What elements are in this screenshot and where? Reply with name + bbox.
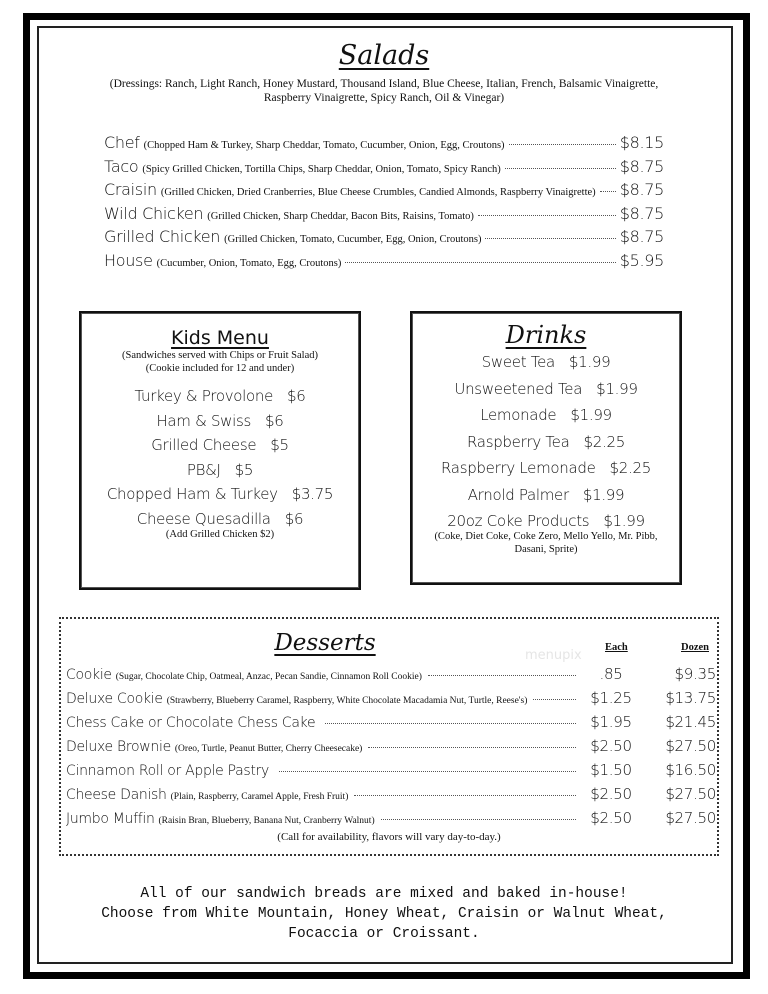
column-header-dozen: Dozen: [681, 642, 709, 653]
price-dozen: $27.50: [665, 785, 716, 803]
kids-note-cookie: (Cookie included for 12 and under): [145, 363, 295, 374]
drink-item: [412, 406, 680, 433]
item-price: $8.75: [619, 203, 664, 223]
dessert-item: [66, 689, 716, 713]
footer-line-2: Choose from White Mountain, Honey Wheat, Craisin or Walnut Wheat,: [101, 906, 667, 922]
dot-leader: [485, 238, 615, 239]
item-price: $5: [234, 460, 254, 479]
item-desc: (Chopped Ham & Turkey, Sharp Cheddar, Tomato, Cucumber, Onion, Egg, Croutons): [143, 140, 505, 151]
footer-line-1: All of our sandwich breads are mixed and baked in-house!: [140, 886, 628, 902]
item-name: Lemonade: [480, 406, 557, 424]
item-name: Wild Chicken: [104, 203, 204, 223]
item-name: Unsweetened Tea: [454, 379, 583, 398]
kids-item: [81, 412, 359, 437]
salad-item: [104, 227, 664, 251]
bread-footer: [60, 884, 708, 944]
watermark: menupix: [525, 648, 582, 663]
item-price: $1.99: [568, 353, 611, 371]
dot-leader: [345, 262, 615, 263]
item-name: Jumbo Muffin: [66, 811, 155, 827]
desserts-availability-note: (Call for availability, flavors will vary day-to-day.): [277, 831, 501, 843]
dot-leader: [428, 675, 576, 676]
desserts-title: Desserts: [274, 630, 376, 656]
salad-item: [104, 204, 664, 228]
item-name: Raspberry Lemonade: [441, 459, 596, 477]
item-name: Grilled Cheese: [151, 436, 257, 454]
item-price: $1.99: [570, 406, 612, 424]
item-price: $8.75: [619, 180, 664, 199]
dot-leader: [325, 723, 576, 724]
item-price: $6: [265, 411, 284, 430]
item-name: Cookie: [66, 667, 112, 683]
price-dozen: $21.45: [665, 713, 716, 731]
item-name: 20oz Coke Products: [447, 512, 590, 530]
item-name: Arnold Palmer: [467, 485, 569, 504]
drink-item: [412, 486, 680, 513]
item-name: Cheese Danish: [66, 787, 167, 803]
drinks-box: [410, 311, 682, 585]
item-name: Sweet Tea: [481, 353, 555, 371]
dot-leader: [354, 795, 576, 796]
item-name: Taco: [104, 156, 139, 176]
dot-leader: [478, 215, 616, 216]
item-name: Turkey & Provolone: [134, 387, 274, 405]
kids-addon-note: (Add Grilled Chicken $2): [165, 528, 275, 540]
drinks-note: (Coke, Diet Coke, Coke Zero, Mello Yello, Mr. Pibb, Dasani, Sprite): [434, 531, 658, 555]
dessert-item: [66, 785, 716, 809]
price-dozen: $27.50: [665, 737, 716, 755]
item-price: $5: [270, 436, 289, 454]
dot-leader: [505, 168, 616, 169]
item-desc: (Grilled Chicken, Dried Cranberries, Blue Cheese Crumbles, Candied Almonds, Raspberry Vinaigrette): [160, 187, 596, 198]
kids-items: [81, 387, 359, 528]
item-name: Chess Cake or Chocolate Chess Cake: [66, 715, 316, 731]
drink-item: [412, 380, 680, 407]
item-name: PB&J: [186, 460, 221, 479]
dot-leader: [509, 144, 616, 145]
item-desc: (Oreo, Turtle, Peanut Butter, Cherry Cheesecake): [174, 744, 363, 754]
dot-leader: [279, 771, 576, 772]
drink-item: [412, 433, 680, 460]
dessert-list: [66, 665, 716, 833]
item-desc: (Strawberry, Blueberry Caramel, Raspberry, White Chocolate Macadamia Nut, Turtle, Reese's): [166, 696, 528, 706]
price-dozen: $13.75: [665, 689, 716, 707]
salad-list: [104, 133, 664, 274]
item-price: $5.95: [619, 250, 664, 270]
item-price: $8.75: [619, 227, 664, 246]
item-price: $8.75: [619, 156, 664, 176]
item-name: Cinnamon Roll or Apple Pastry: [66, 763, 270, 779]
drink-item: [412, 353, 680, 380]
item-name: Grilled Chicken: [104, 227, 221, 246]
dessert-item: [66, 761, 716, 785]
item-price: $1.99: [596, 379, 638, 398]
item-price: $2.25: [583, 432, 625, 451]
salad-item: [104, 251, 664, 275]
price-each: $1.50: [590, 761, 632, 779]
dessert-item: [66, 665, 716, 689]
item-price: $8.15: [619, 133, 664, 152]
item-name: Cheese Quesadilla: [136, 509, 271, 528]
item-price: $1.99: [582, 485, 625, 504]
drinks-items: [412, 353, 680, 530]
item-price: $3.75: [291, 485, 334, 503]
footer-line-3: Focaccia or Croissant.: [288, 926, 480, 942]
item-price: $1.99: [603, 512, 645, 530]
dessert-item: [66, 809, 716, 833]
kids-item: [81, 461, 359, 486]
price-dozen: $16.50: [665, 761, 716, 779]
drinks-title: Drinks: [505, 321, 587, 349]
kids-item: [81, 510, 359, 528]
item-price: $6: [284, 509, 304, 528]
price-each: $1.95: [590, 713, 632, 731]
item-desc: (Spicy Grilled Chicken, Tortilla Chips, Sharp Cheddar, Onion, Tomato, Spicy Ranch): [142, 163, 501, 175]
dot-leader: [381, 819, 576, 820]
kids-item: [81, 485, 359, 510]
item-name: Ham & Swiss: [156, 411, 252, 430]
item-desc: (Grilled Chicken, Sharp Cheddar, Bacon Bits, Raisins, Tomato): [207, 210, 474, 222]
dot-leader: [368, 747, 576, 748]
item-desc: (Plain, Raspberry, Caramel Apple, Fresh Fruit): [170, 792, 349, 802]
item-name: Deluxe Brownie: [66, 739, 171, 755]
drink-item: [412, 459, 680, 486]
item-name: Chef: [104, 133, 140, 152]
item-name: Chopped Ham & Turkey: [106, 485, 278, 503]
price-dozen: $9.35: [674, 665, 716, 683]
kids-menu-title: Kids Menu: [171, 327, 269, 349]
salads-title: Salads: [338, 40, 430, 71]
item-name: House: [104, 250, 153, 270]
price-dozen: $27.50: [665, 809, 716, 827]
item-desc: (Raisin Bran, Blueberry, Banana Nut, Cranberry Walnut): [158, 816, 375, 826]
dessert-item: [66, 713, 716, 737]
kids-item: [81, 387, 359, 412]
item-price: $6: [287, 387, 306, 405]
price-each: $2.50: [590, 809, 632, 827]
item-desc: (Grilled Chicken, Tomato, Cucumber, Egg, Onion, Croutons): [224, 234, 482, 245]
dessert-item: [66, 737, 716, 761]
salad-item: [104, 133, 664, 157]
item-name: Raspberry Tea: [467, 432, 570, 451]
price-each: $2.50: [590, 785, 632, 803]
item-desc: (Cucumber, Onion, Tomato, Egg, Croutons): [156, 257, 342, 269]
kids-note-sides: (Sandwiches served with Chips or Fruit Salad): [122, 350, 318, 361]
price-each: $1.25: [590, 689, 632, 707]
price-each: .85: [599, 665, 623, 683]
salads-dressings: (Dressings: Ranch, Light Ranch, Honey Mustard, Thousand Island, Blue Cheese, Italian, French, Balsamic Vinaigrette, Raspberry Vinaigrette, Spicy Ranch, Oil & Vinegar): [109, 78, 659, 104]
drink-item: [412, 512, 680, 530]
item-price: $2.25: [609, 459, 651, 477]
dot-leader: [600, 191, 616, 192]
price-each: $2.50: [590, 737, 632, 755]
dot-leader: [533, 699, 576, 700]
item-desc: (Sugar, Chocolate Chip, Oatmeal, Anzac, Pecan Sandie, Cinnamon Roll Cookie): [115, 672, 422, 682]
salad-item: [104, 180, 664, 204]
kids-item: [81, 436, 359, 461]
salad-item: [104, 157, 664, 181]
item-name: Deluxe Cookie: [66, 691, 163, 707]
kids-menu-box: [79, 311, 361, 590]
column-header-each: Each: [605, 642, 628, 653]
item-name: Craisin: [104, 180, 157, 199]
